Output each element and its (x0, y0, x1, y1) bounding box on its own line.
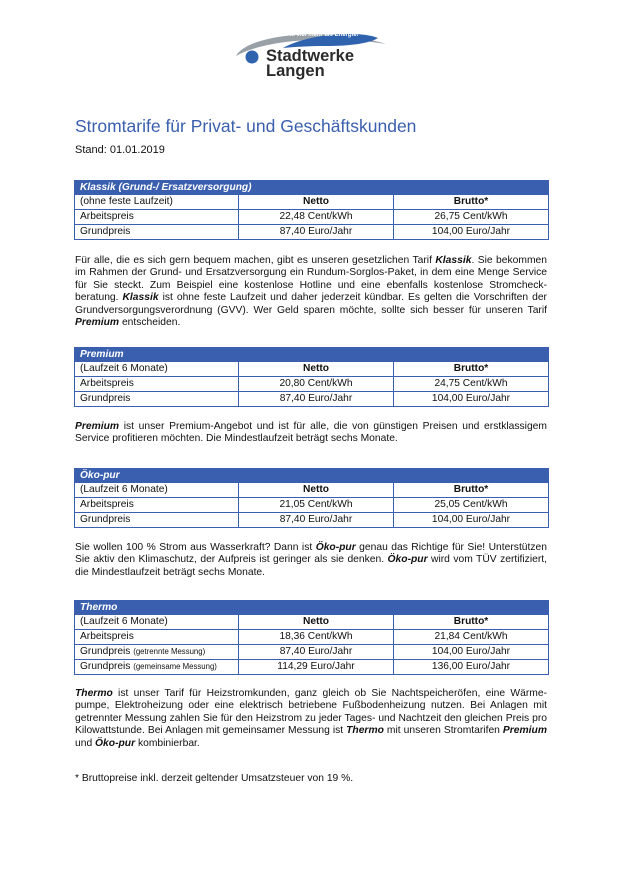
table-row (75, 498, 549, 513)
tariff-table-premium (74, 347, 549, 407)
tariff-subtitle: (Laufzeit 6 Monate) (75, 615, 239, 630)
netto-header: Netto (239, 615, 394, 630)
netto-value: 87,40 Euro/Jahr (239, 392, 394, 407)
table-row (75, 660, 549, 675)
company-logo (228, 26, 398, 88)
tariff-header: Premium (75, 348, 549, 362)
brutto-value: 104,00 Euro/Jahr (394, 513, 549, 528)
brutto-value: 26,75 Cent/kWh (394, 210, 549, 225)
table-row (75, 645, 549, 660)
logo-line-1: Stadtwerke (266, 47, 355, 65)
row-label: Arbeitspreis (75, 630, 239, 645)
premium-description: Premium ist unser Premium-Angebot und ist für alle, die von günstigen Preisen und erstklassigem Service profitieren möchten. Die Mindestlaufzeit beträgt sechs Monate. (75, 421, 547, 445)
table-row (75, 377, 549, 392)
netto-value: 87,40 Euro/Jahr (239, 645, 394, 660)
table-row (75, 210, 549, 225)
tariff-header: Thermo (75, 601, 549, 615)
netto-header: Netto (239, 362, 394, 377)
netto-value: 87,40 Euro/Jahr (239, 225, 394, 240)
date-stand: Stand: 01.01.2019 (75, 144, 165, 156)
row-label (75, 660, 239, 675)
tariff-header: Klassik (Grund-/ Ersatzversorgung) (75, 181, 549, 195)
netto-header: Netto (239, 483, 394, 498)
thermo-description: Thermo ist unser Tarif für Heizstromkunden, ganz gleich ob Sie Nachtspeicheröfen, eine Wärme-pumpe, Elektroheizung oder eine elektrisch betriebene Fußbodenheizung nutzen. Bei Anlagen mit getrennter Messung zahlen Sie für den Heizstrom zu jeder Tages- und Nachtzeit den gleichen Preis pro Kilowattstunde. Bei Anlagen mit gemeinsamer Messung ist Thermo mit unseren Stromtarifen Premium und Öko-pur kombinierbar. (75, 688, 547, 749)
table-row (75, 630, 549, 645)
logo-tagline: ... viel mehr als Energie! (290, 32, 359, 38)
brutto-value: 136,00 Euro/Jahr (394, 660, 549, 675)
row-label: Grundpreis (75, 392, 239, 407)
row-label-text: Grundpreis (80, 646, 131, 657)
table-row (75, 513, 549, 528)
table-row (75, 225, 549, 240)
brutto-value: 21,84 Cent/kWh (394, 630, 549, 645)
tariff-header: Öko-pur (75, 469, 549, 483)
logo-text (266, 49, 354, 79)
netto-value: 21,05 Cent/kWh (239, 498, 394, 513)
row-label: Grundpreis (75, 225, 239, 240)
tariff-table-klassik (74, 180, 549, 240)
table-row (75, 392, 549, 407)
brutto-header: Brutto* (394, 483, 549, 498)
page-title: Stromtarife für Privat- und Geschäftskunden (75, 116, 417, 136)
footnote: * Bruttopreise inkl. derzeit geltender Umsatzsteuer von 19 %. (75, 773, 354, 784)
tariff-subtitle: (Laufzeit 6 Monate) (75, 483, 239, 498)
brutto-header: Brutto* (394, 195, 549, 210)
row-label: Arbeitspreis (75, 498, 239, 513)
row-label: Grundpreis (75, 513, 239, 528)
brutto-header: Brutto* (394, 615, 549, 630)
tariff-subtitle: (Laufzeit 6 Monate) (75, 362, 239, 377)
brutto-value: 104,00 Euro/Jahr (394, 645, 549, 660)
row-label-suffix: (gemeinsame Messung) (133, 662, 217, 671)
tariff-table-oeko-pur (74, 468, 549, 528)
netto-value: 20,80 Cent/kWh (239, 377, 394, 392)
netto-value: 18,36 Cent/kWh (239, 630, 394, 645)
brutto-value: 24,75 Cent/kWh (394, 377, 549, 392)
row-label: Arbeitspreis (75, 377, 239, 392)
row-label-text: Grundpreis (80, 661, 131, 672)
brutto-value: 104,00 Euro/Jahr (394, 392, 549, 407)
oeko-pur-description: Sie wollen 100 % Strom aus Wasserkraft? Dann ist Öko-pur genau das Richtige für Sie! Unterstützen Sie aktiv den Klimaschutz, der Aufpreis ist geringer als sie denken. Öko-pur wird vom TÜV zertifiziert, die Mindestlaufzeit beträgt sechs Monate. (75, 542, 547, 578)
logo-line-2: Langen (266, 62, 325, 80)
tariff-subtitle: (ohne feste Laufzeit) (75, 195, 239, 210)
row-label: Arbeitspreis (75, 210, 239, 225)
brutto-header: Brutto* (394, 362, 549, 377)
tariff-table-thermo (74, 600, 549, 675)
row-label-suffix: (getrennte Messung) (133, 647, 206, 656)
netto-value: 22,48 Cent/kWh (239, 210, 394, 225)
netto-value: 87,40 Euro/Jahr (239, 513, 394, 528)
klassik-description: Für alle, die es sich gern bequem machen, gibt es unseren gesetzlichen Tarif Klassik. Sie bekommen im Rahmen der Grund- und Ersatzversorgung ein Rundum-Sorglos-Paket, in dem eine Menge Service für Sie steckt. Zum Beispiel eine kostenlose Hotline und eine ebenfalls kostenlose Stromcheck-beratung. Klassik ist ohne feste Laufzeit und daher jederzeit kündbar. Es gelten die Vorschriften der Grundversorgungsverordnung (GVV). Wer Geld sparen möchte, sollte sich besser für unseren Tarif Premium entscheiden. (75, 255, 547, 329)
netto-value: 114,29 Euro/Jahr (239, 660, 394, 675)
netto-header: Netto (239, 195, 394, 210)
brutto-value: 25,05 Cent/kWh (394, 498, 549, 513)
brutto-value: 104,00 Euro/Jahr (394, 225, 549, 240)
row-label (75, 645, 239, 660)
